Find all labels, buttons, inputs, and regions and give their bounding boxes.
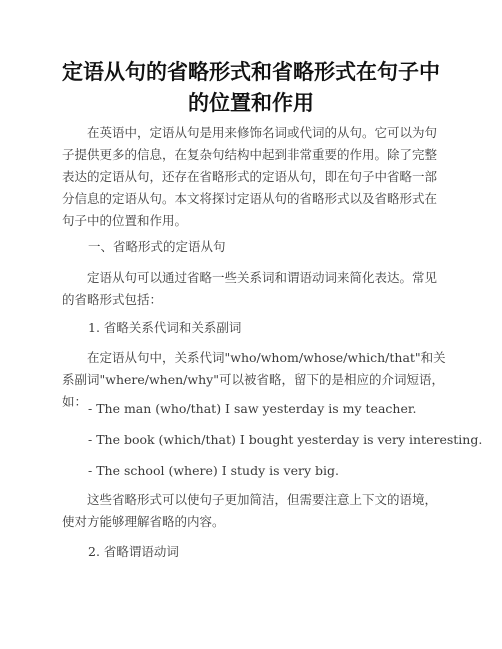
example-3: - The school (where) I study is very big. — [88, 463, 339, 478]
intro-paragraph: 在英语中，定语从句是用来修饰名词或代词的从句。它可以为句子提供更多的信息，在复杂句结构中起到非常重要的作用。除了完整表达的定语从句，还存在省略形式的定语从句，即在句子中省略一部分信息的定语从句。本文将探讨定语从句的省略形式以及省略形式在句子中的位置和作用。 — [62, 125, 438, 228]
example-2: - The book (which/that) I bought yesterday is very interesting. — [88, 432, 483, 447]
item-1-note: 这些省略形式可以使句子更加简洁，但需要注意上下文的语境，使对方能够理解省略的内容。 — [62, 492, 438, 529]
page-title: 定语从句的省略形式和省略形式在句子中的位置和作用 — [62, 59, 440, 115]
item-1-heading: 1. 省略关系代词和关系副词 — [88, 320, 242, 335]
example-1: - The man (who/that) I saw yesterday is my teacher. — [88, 401, 417, 416]
section-1-intro: 定语从句可以通过省略一些关系词和谓语动词来简化表达。常见的省略形式包括： — [62, 270, 438, 307]
item-2-heading: 2. 省略谓语动词 — [88, 544, 179, 559]
item-1-text: 在定语从句中，关系代词"who/whom/whose/which/that"和关系副词"where/when/why"可以被省略，留下的是相应的介词短语，如： — [62, 350, 446, 409]
section-1-heading: 一、省略形式的定语从句 — [88, 239, 226, 254]
